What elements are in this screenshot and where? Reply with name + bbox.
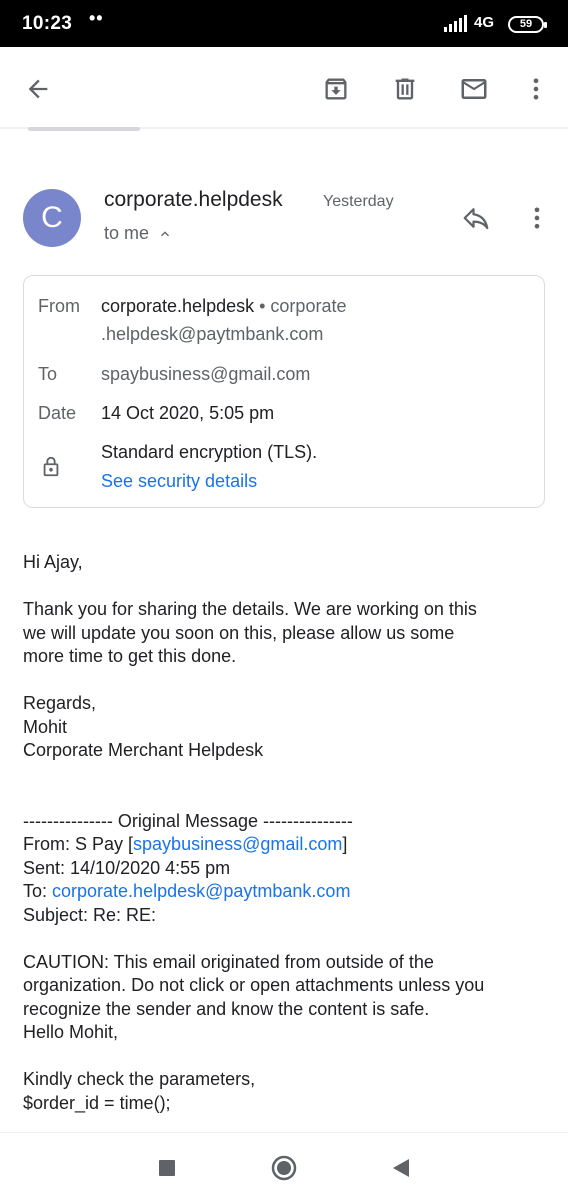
caution-line: CAUTION: This email originated from outside of the <box>23 951 434 972</box>
recipient-summary: to me <box>104 223 150 243</box>
to-label: To <box>38 364 58 384</box>
system-nav-bar <box>0 1132 568 1200</box>
signer-name: Mohit <box>23 716 68 737</box>
subject-peek <box>28 126 140 132</box>
archive-icon[interactable] <box>316 69 356 109</box>
more-vert-icon[interactable] <box>516 69 556 109</box>
chevron-up-icon <box>157 226 173 242</box>
status-bar <box>0 0 568 47</box>
from-email-part2: .helpdesk@paytmbank.com <box>101 324 324 344</box>
battery-icon: 59 <box>508 16 544 33</box>
security-details-link[interactable]: See security details <box>101 471 258 491</box>
reply-icon[interactable] <box>456 198 496 238</box>
quoted-line: Kindly check the parameters, <box>23 1069 256 1089</box>
body-line: we will update you soon on this, please allow us some <box>23 622 455 643</box>
message-more-icon[interactable] <box>520 198 554 238</box>
quoted-to-email-link[interactable]: corporate.helpdesk@paytmbank.com <box>52 881 351 901</box>
lock-icon <box>40 456 62 478</box>
triangle-back-icon[interactable] <box>384 1151 418 1185</box>
from-email-part1: corporate <box>270 296 347 316</box>
body-line: Thank you for sharing the details. We are working on this <box>23 599 477 619</box>
app-bar <box>0 47 568 129</box>
quoted-to: To: corporate.helpdesk@paytmbank.com <box>23 881 351 901</box>
from-separator: • <box>254 296 271 316</box>
message-details-card <box>23 275 545 508</box>
quoted-from-email-link[interactable]: spaybusiness@gmail.com <box>133 834 343 854</box>
quoted-from: From: S Pay [spaybusiness@gmail.com] <box>23 834 348 854</box>
signer-team: Corporate Merchant Helpdesk <box>23 740 264 760</box>
date-value: 14 Oct 2020, 5:05 pm <box>101 403 275 423</box>
caution-line: recognize the sender and know the content is safe. <box>23 998 430 1019</box>
signoff: Regards, <box>23 693 97 713</box>
encryption-text: Standard encryption (TLS). <box>101 442 318 462</box>
greeting: Hi Ajay, <box>23 552 83 572</box>
back-arrow-icon[interactable] <box>18 69 58 109</box>
quoted-sent: Sent: 14/10/2020 4:55 pm <box>23 857 231 878</box>
sender-name: corporate.helpdesk <box>104 188 283 211</box>
status-time: 10:23 <box>22 13 73 34</box>
message-time: Yesterday <box>323 193 394 210</box>
avatar[interactable]: C <box>23 189 81 247</box>
recipient-toggle[interactable] <box>104 223 173 244</box>
quoted-subject: Subject: Re: RE: <box>23 904 157 925</box>
caution-line: organization. Do not click or open attachments unless you <box>23 975 485 995</box>
square-icon[interactable] <box>150 1151 184 1185</box>
network-type: 4G <box>474 14 495 31</box>
date-label: Date <box>38 403 77 423</box>
body-line: more time to get this done. <box>23 646 237 666</box>
to-value: spaybusiness@gmail.com <box>101 364 311 384</box>
original-message-header: --------------- Original Message --------------- <box>23 810 353 831</box>
from-name: corporate.helpdesk <box>101 296 255 316</box>
from-label: From <box>38 296 80 316</box>
quoted-greeting: Hello Mohit, <box>23 1022 119 1042</box>
from-value <box>101 292 346 348</box>
notification-dots: •• <box>89 8 104 28</box>
mail-icon[interactable] <box>454 69 494 109</box>
quoted-code: $order_id = time(); <box>23 1092 171 1113</box>
circle-home-icon[interactable] <box>267 1151 301 1185</box>
signal-icon <box>444 15 468 32</box>
message-body <box>23 551 548 1115</box>
trash-icon[interactable] <box>385 69 425 109</box>
